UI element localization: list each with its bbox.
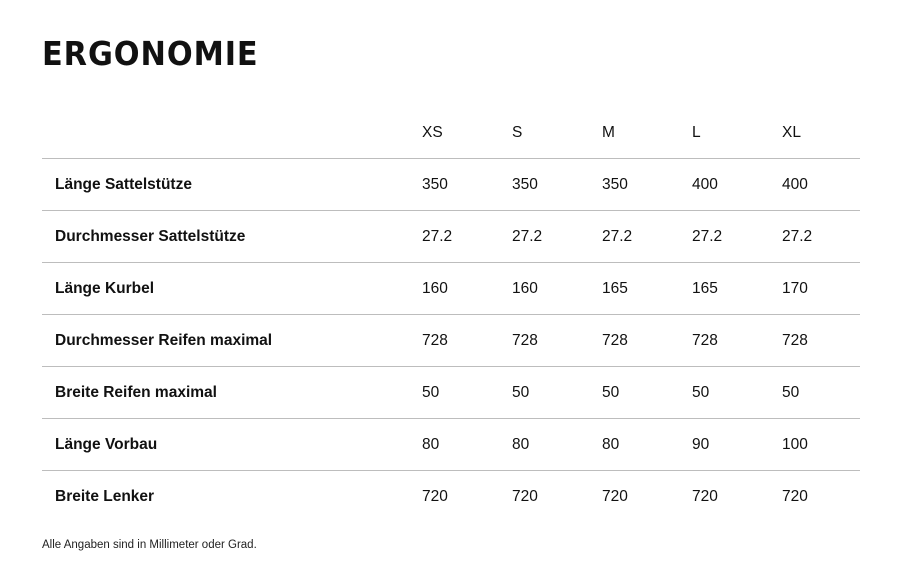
ergonomics-table [42, 107, 860, 522]
footnote: Alle Angaben sind in Millimeter oder Grad. [42, 539, 257, 551]
table-row [42, 419, 860, 471]
table-cell: 720 [782, 487, 808, 505]
table-row [42, 367, 860, 419]
table-cell: 165 [692, 263, 782, 315]
table-row [42, 211, 860, 263]
table-cell: 720 [422, 487, 448, 505]
table-cell: 90 [692, 419, 782, 471]
header-size-m: M [602, 107, 692, 159]
row-label: Durchmesser Sattelstütze [42, 211, 422, 263]
table-cell: 350 [422, 159, 512, 211]
table-cell: 27.2 [422, 211, 512, 263]
table-cell: 160 [512, 263, 602, 315]
table-cell: 50 [512, 367, 602, 419]
table-cell: 728 [692, 315, 782, 367]
table-cell: 728 [422, 315, 512, 367]
table-cell: 728 [782, 315, 860, 367]
table-cell: 720 [512, 487, 538, 505]
table-row [42, 315, 860, 367]
table-cell: 50 [422, 367, 512, 419]
header-label-cell [42, 107, 422, 159]
header-size-s: S [512, 107, 602, 159]
table-cell: 50 [602, 367, 692, 419]
page-title: ERGONOMIE [42, 34, 259, 73]
row-label: Durchmesser Reifen maximal [42, 315, 422, 367]
table-header-row [42, 107, 860, 159]
table-cell: 80 [422, 419, 512, 471]
table-row [42, 159, 860, 211]
header-size-xl: XL [782, 107, 860, 159]
table-cell: 400 [692, 159, 782, 211]
row-label: Breite Reifen maximal [42, 367, 422, 419]
table-cell: 27.2 [602, 211, 692, 263]
table-cell: 50 [782, 367, 860, 419]
table-cell: 165 [602, 263, 692, 315]
table-cell: 728 [512, 315, 602, 367]
table-cell: 27.2 [512, 211, 602, 263]
table-cell: 100 [782, 419, 860, 471]
table-cell: 27.2 [692, 211, 782, 263]
row-label: Länge Kurbel [42, 263, 422, 315]
table-cell: 350 [602, 159, 692, 211]
table-cell: 350 [512, 159, 602, 211]
table-cell: 50 [692, 367, 782, 419]
table-cell: 400 [782, 159, 860, 211]
table-cell: 720 [602, 487, 628, 505]
table-cell: 170 [782, 263, 860, 315]
table-cell: 80 [512, 419, 602, 471]
table-cell: 720 [692, 487, 718, 505]
table-row [42, 471, 860, 523]
header-size-l: L [692, 107, 782, 159]
table-row [42, 263, 860, 315]
header-size-xs: XS [422, 107, 512, 159]
row-label: Länge Vorbau [42, 419, 422, 471]
table-cell: 160 [422, 263, 512, 315]
row-label: Länge Sattelstütze [42, 159, 422, 211]
table-cell: 728 [602, 315, 692, 367]
row-label: Breite Lenker [55, 487, 155, 505]
table-cell: 27.2 [782, 211, 860, 263]
table-cell: 80 [602, 419, 692, 471]
